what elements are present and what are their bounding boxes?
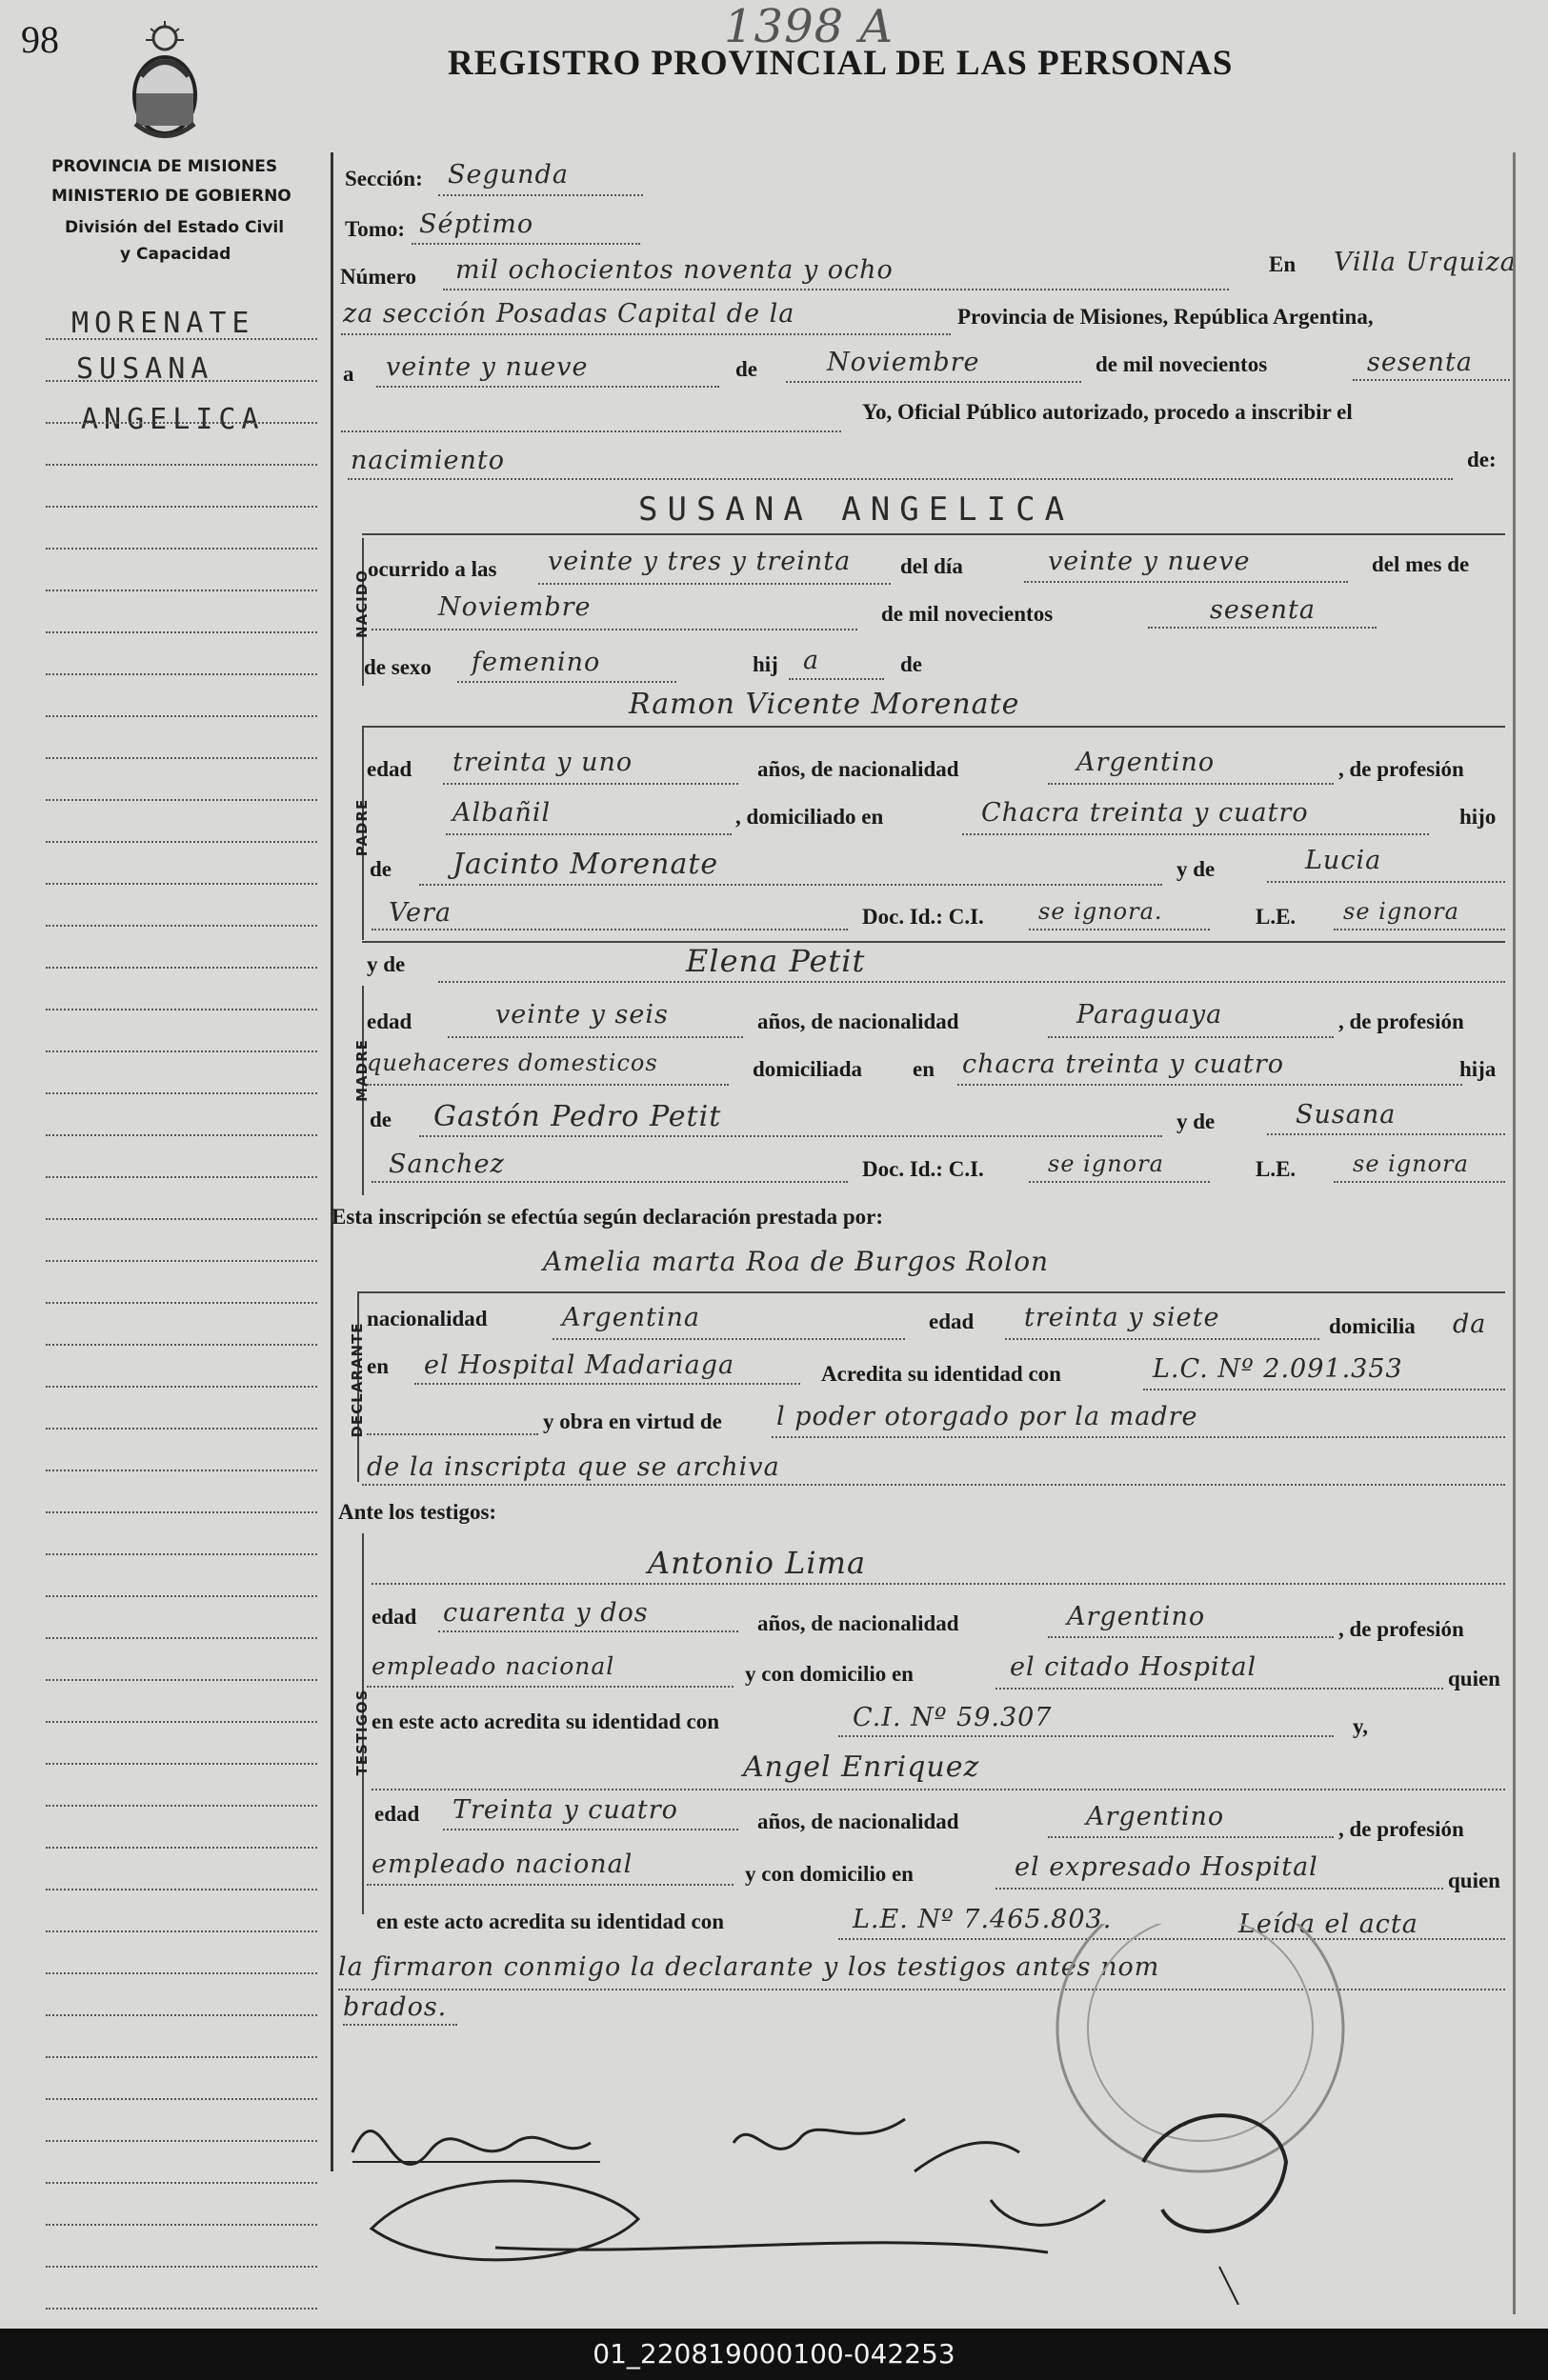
en-value: Villa Urquiza — [1334, 248, 1517, 277]
en-label: En — [1269, 252, 1297, 276]
padre-prof-value: Albañil — [452, 798, 552, 828]
margin-ruled-line — [46, 1260, 317, 1262]
footer-code-bar — [0, 2329, 1548, 2380]
madre-prof-label: , de profesión — [1338, 1010, 1464, 1033]
padre-prof-label: , de profesión — [1338, 757, 1464, 781]
tomo-value: Séptimo — [419, 210, 534, 239]
declarante-nac-label: nacionalidad — [367, 1307, 488, 1330]
seccion-value: Segunda — [448, 160, 569, 190]
madre-le-label: L.E. — [1256, 1157, 1297, 1181]
padre-hijo-label: hijo — [1459, 805, 1497, 829]
t2-prof-label: , de profesión — [1338, 1817, 1464, 1841]
padre-section-label: PADRE — [353, 798, 371, 857]
t1-prof-value: empleado nacional — [372, 1652, 615, 1680]
padre-madre-de-cont: Vera — [389, 898, 452, 928]
t2-acredita-value: L.E. Nº 7.465.803. — [853, 1905, 1113, 1934]
declarante-acredita-label: Acredita su identidad con — [821, 1362, 1061, 1386]
de-label: de — [735, 357, 757, 381]
t2-nac-label: años, de nacionalidad — [757, 1810, 959, 1833]
sexo-label: de sexo — [364, 655, 432, 679]
madre-section-label: MADRE — [353, 1039, 371, 1102]
t1-edad-label: edad — [372, 1605, 417, 1629]
mes-value: Noviembre — [438, 592, 592, 622]
testigo-2-nombre: Angel Enriquez — [743, 1750, 980, 1784]
dia-value: veinte y nueve — [1048, 547, 1251, 576]
margin-surname: MORENATE — [71, 307, 255, 340]
page-title: REGISTRO PROVINCIAL DE LAS PERSONAS — [448, 44, 1234, 83]
t2-edad-value: Treinta y cuatro — [452, 1795, 678, 1825]
declarante-acredita-value: L.C. Nº 2.091.353 — [1153, 1354, 1403, 1384]
padre-edad-value: treinta y uno — [452, 748, 633, 777]
declarante-obra-label: y obra en virtud de — [543, 1410, 722, 1433]
margin-ruled-line — [46, 1805, 317, 1807]
madre-edad-label: edad — [367, 1010, 412, 1033]
margin-ruled-line — [46, 715, 317, 717]
declarante-section-label: DECLARANTE — [349, 1322, 366, 1438]
margin-ruled-line — [46, 1428, 317, 1430]
margin-ruled-line — [46, 548, 317, 550]
t2-dom-value: el expresado Hospital — [1015, 1852, 1318, 1882]
margin-ruled-line — [46, 1218, 317, 1220]
closing-line-1: Leída el acta — [1238, 1910, 1418, 1939]
t1-acredita-label: en este acto acredita su identidad con — [372, 1710, 720, 1733]
acto-value: nacimiento — [351, 446, 505, 475]
padre-de-label: de — [370, 857, 392, 881]
t1-acredita-value: C.I. Nº 59.307 — [853, 1703, 1053, 1732]
t1-edad-value: cuarenta y dos — [443, 1598, 649, 1628]
margin-ruled-line — [46, 1511, 317, 1513]
padre-le-label: L.E. — [1256, 905, 1297, 929]
margin-ruled-line — [46, 799, 317, 801]
madre-dom-label: domiciliada — [753, 1057, 863, 1081]
t1-nac-label: años, de nacionalidad — [757, 1611, 959, 1635]
madre-nac-value: Paraguaya — [1076, 1000, 1223, 1030]
margin-ruled-line — [46, 2224, 317, 2226]
madre-edad-value: veinte y seis — [495, 1000, 669, 1030]
madre-padre-de: Gastón Pedro Petit — [433, 1100, 722, 1133]
madre-madre-de-cont: Sanchez — [389, 1150, 505, 1179]
nacido-full-name: SUSANA ANGELICA — [638, 490, 1075, 529]
declarante-obra-value: l poder otorgado por la madre — [776, 1402, 1198, 1431]
margin-ruled-line — [46, 422, 317, 424]
page-edge — [1513, 152, 1516, 2314]
margin-ruled-line — [46, 1134, 317, 1136]
madre-nombre: Elena Petit — [686, 943, 866, 979]
padre-le-value: se ignora — [1343, 898, 1459, 925]
org-line-3: División del Estado Civil — [65, 218, 285, 237]
declarante-intro: Esta inscripción se efectúa según declaración prestada por: — [332, 1205, 884, 1229]
org-line-1: PROVINCIA DE MISIONES — [51, 157, 278, 176]
declarante-nac-value: Argentina — [562, 1303, 701, 1332]
anio-value: sesenta — [1210, 595, 1317, 625]
padre-nombre: Ramon Vicente Morenate — [629, 688, 1020, 721]
day-value: veinte y nueve — [386, 352, 589, 382]
margin-ruled-line — [46, 1595, 317, 1597]
margin-ruled-line — [46, 883, 317, 885]
t1-y: y, — [1353, 1714, 1368, 1738]
a-label: a — [343, 362, 354, 386]
margin-ruled-line — [46, 673, 317, 675]
year-value: sesenta — [1367, 348, 1474, 377]
margin-ruled-line — [46, 1009, 317, 1010]
madre-hija-label: hija — [1459, 1057, 1497, 1081]
margin-ruled-line — [46, 1302, 317, 1304]
padre-doc-value: se ignora. — [1038, 898, 1163, 925]
en-value-continued: za sección Posadas Capital de la — [343, 299, 795, 329]
declarante-en-label: en — [367, 1354, 389, 1378]
margin-ruled-line — [46, 925, 317, 927]
margin-ruled-line — [46, 2098, 317, 2100]
margin-name-2: ANGELICA — [81, 403, 265, 436]
margin-ruled-line — [46, 1679, 317, 1681]
declarante-dom-value: el Hospital Madariaga — [424, 1350, 735, 1380]
margin-ruled-line — [46, 1889, 317, 1890]
numero-value: mil ochocientos noventa y ocho — [455, 255, 894, 285]
margin-ruled-line — [46, 1930, 317, 1932]
margin-ruled-line — [46, 1763, 317, 1765]
madre-de-label: de — [370, 1108, 392, 1131]
margin-ruled-line — [46, 967, 317, 969]
t1-prof-label: , de profesión — [1338, 1617, 1464, 1641]
testigos-section-label: TESTIGOS — [353, 1689, 371, 1776]
madre-prof-value: quehaceres domesticos — [367, 1050, 658, 1076]
numero-label: Número — [340, 265, 417, 289]
margin-ruled-line — [46, 2266, 317, 2268]
hij-label: hij — [753, 652, 778, 676]
top-annotation: 1398 A — [724, 0, 895, 53]
org-line-4: y Capacidad — [120, 245, 231, 264]
t2-quien: quien — [1448, 1869, 1500, 1892]
padre-padre-de: Jacinto Morenate — [452, 848, 719, 881]
nacido-section-label: NACIDO — [353, 570, 371, 638]
margin-ruled-line — [46, 1847, 317, 1849]
margin-ruled-line — [46, 1721, 317, 1723]
padre-dom-label: , domiciliado en — [735, 805, 884, 829]
margin-ruled-line — [46, 338, 317, 340]
madre-madre-de: Susana — [1296, 1100, 1397, 1130]
margin-ruled-line — [46, 1176, 317, 1178]
margin-ruled-line — [46, 2014, 317, 2016]
margin-ruled-line — [46, 1470, 317, 1471]
hora-value: veinte y tres y treinta — [548, 547, 852, 576]
margin-ruled-line — [46, 1386, 317, 1388]
t2-dom-label: y con domicilio en — [745, 1862, 914, 1886]
margin-ruled-line — [46, 2308, 317, 2310]
provincia-text: Provincia de Misiones, República Argentina, — [957, 305, 1374, 329]
padre-nac-label: años, de nacionalidad — [757, 757, 959, 781]
margin-ruled-line — [46, 757, 317, 759]
t2-prof-value: empleado nacional — [372, 1850, 633, 1879]
padre-dom-value: Chacra treinta y cuatro — [981, 798, 1309, 828]
padre-madre-de: Lucia — [1305, 846, 1382, 875]
ocurrido-label: ocurrido a las — [368, 557, 497, 581]
signatures-and-seal — [324, 1924, 1524, 2305]
padre-nac-value: Argentino — [1076, 748, 1216, 777]
declarante-edad-label: edad — [929, 1310, 975, 1333]
margin-ruled-line — [46, 2140, 317, 2142]
del-mes-label: del mes de — [1372, 552, 1470, 576]
margin-divider — [331, 152, 333, 2171]
margin-ruled-line — [46, 631, 317, 633]
margin-ruled-line — [46, 506, 317, 508]
margin-ruled-line — [46, 841, 317, 843]
madre-le-value: se ignora — [1353, 1150, 1469, 1177]
margin-ruled-line — [46, 1050, 317, 1052]
madre-doc-value: se ignora — [1048, 1150, 1164, 1177]
declarante-dom-suffix: da — [1453, 1310, 1487, 1339]
t2-edad-label: edad — [374, 1802, 420, 1826]
yo-text: Yo, Oficial Público autorizado, procedo a inscribir el — [862, 400, 1353, 424]
margin-ruled-line — [46, 1637, 317, 1639]
declarante-obra-value-cont: de la inscripta que se archiva — [367, 1452, 780, 1482]
tomo-label: Tomo: — [345, 217, 406, 241]
margin-ruled-line — [46, 1344, 317, 1346]
madre-doc-label: Doc. Id.: C.I. — [862, 1157, 984, 1181]
nacido-mil-label: de mil novecientos — [881, 602, 1054, 626]
hij-suffix: a — [803, 646, 820, 675]
de-colon: de: — [1467, 448, 1497, 471]
madre-y-de2-label: y de — [1176, 1110, 1216, 1133]
madre-en-label: en — [913, 1057, 935, 1081]
margin-ruled-line — [46, 2056, 317, 2058]
seccion-label: Sección: — [345, 167, 423, 190]
t1-dom-value: el citado Hospital — [1010, 1652, 1257, 1682]
closing-line-3: brados. — [343, 1992, 448, 2022]
footer-code: 01_220819000100-042253 — [593, 2338, 955, 2370]
margin-ruled-line — [46, 1092, 317, 1094]
padre-doc-label: Doc. Id.: C.I. — [862, 905, 984, 929]
t1-nac-value: Argentino — [1067, 1602, 1206, 1631]
margin-ruled-line — [46, 590, 317, 591]
madre-nac-label: años, de nacionalidad — [757, 1010, 959, 1033]
declarante-dom-label: domicilia — [1329, 1314, 1416, 1338]
del-dia-label: del día — [900, 554, 963, 578]
testigos-intro: Ante los testigos: — [338, 1500, 497, 1524]
padre-edad-label: edad — [367, 757, 412, 781]
org-line-2: MINISTERIO DE GOBIERNO — [51, 187, 292, 206]
declarante-edad-value: treinta y siete — [1024, 1303, 1220, 1332]
t1-quien: quien — [1448, 1667, 1500, 1690]
margin-ruled-line — [46, 2182, 317, 2184]
margin-ruled-line — [46, 464, 317, 466]
coat-of-arms-emblem — [122, 19, 208, 143]
testigo-1-nombre: Antonio Lima — [648, 1545, 867, 1581]
margin-name-1: SUSANA — [76, 352, 214, 386]
margin-ruled-line — [46, 1972, 317, 1974]
madre-dom-value: chacra treinta y cuatro — [962, 1050, 1285, 1079]
margin-ruled-line — [46, 1553, 317, 1555]
t1-dom-label: y con domicilio en — [745, 1662, 914, 1686]
month-value: Noviembre — [827, 348, 980, 377]
t2-nac-value: Argentino — [1086, 1802, 1225, 1831]
t2-acredita-label: en este acto acredita su identidad con — [376, 1910, 725, 1933]
declarante-nombre: Amelia marta Roa de Burgos Rolon — [543, 1246, 1050, 1277]
nacido-de-label: de — [900, 652, 922, 676]
page-number: 98 — [21, 18, 59, 61]
closing-line-2: la firmaron conmigo la declarante y los testigos antes nom — [338, 1952, 1160, 1982]
margin-ruled-line — [46, 380, 317, 382]
madre-y-de-label: y de — [367, 952, 406, 976]
padre-y-de-label: y de — [1176, 857, 1216, 881]
sexo-value: femenino — [472, 648, 601, 677]
mil-label: de mil novecientos — [1096, 352, 1268, 376]
